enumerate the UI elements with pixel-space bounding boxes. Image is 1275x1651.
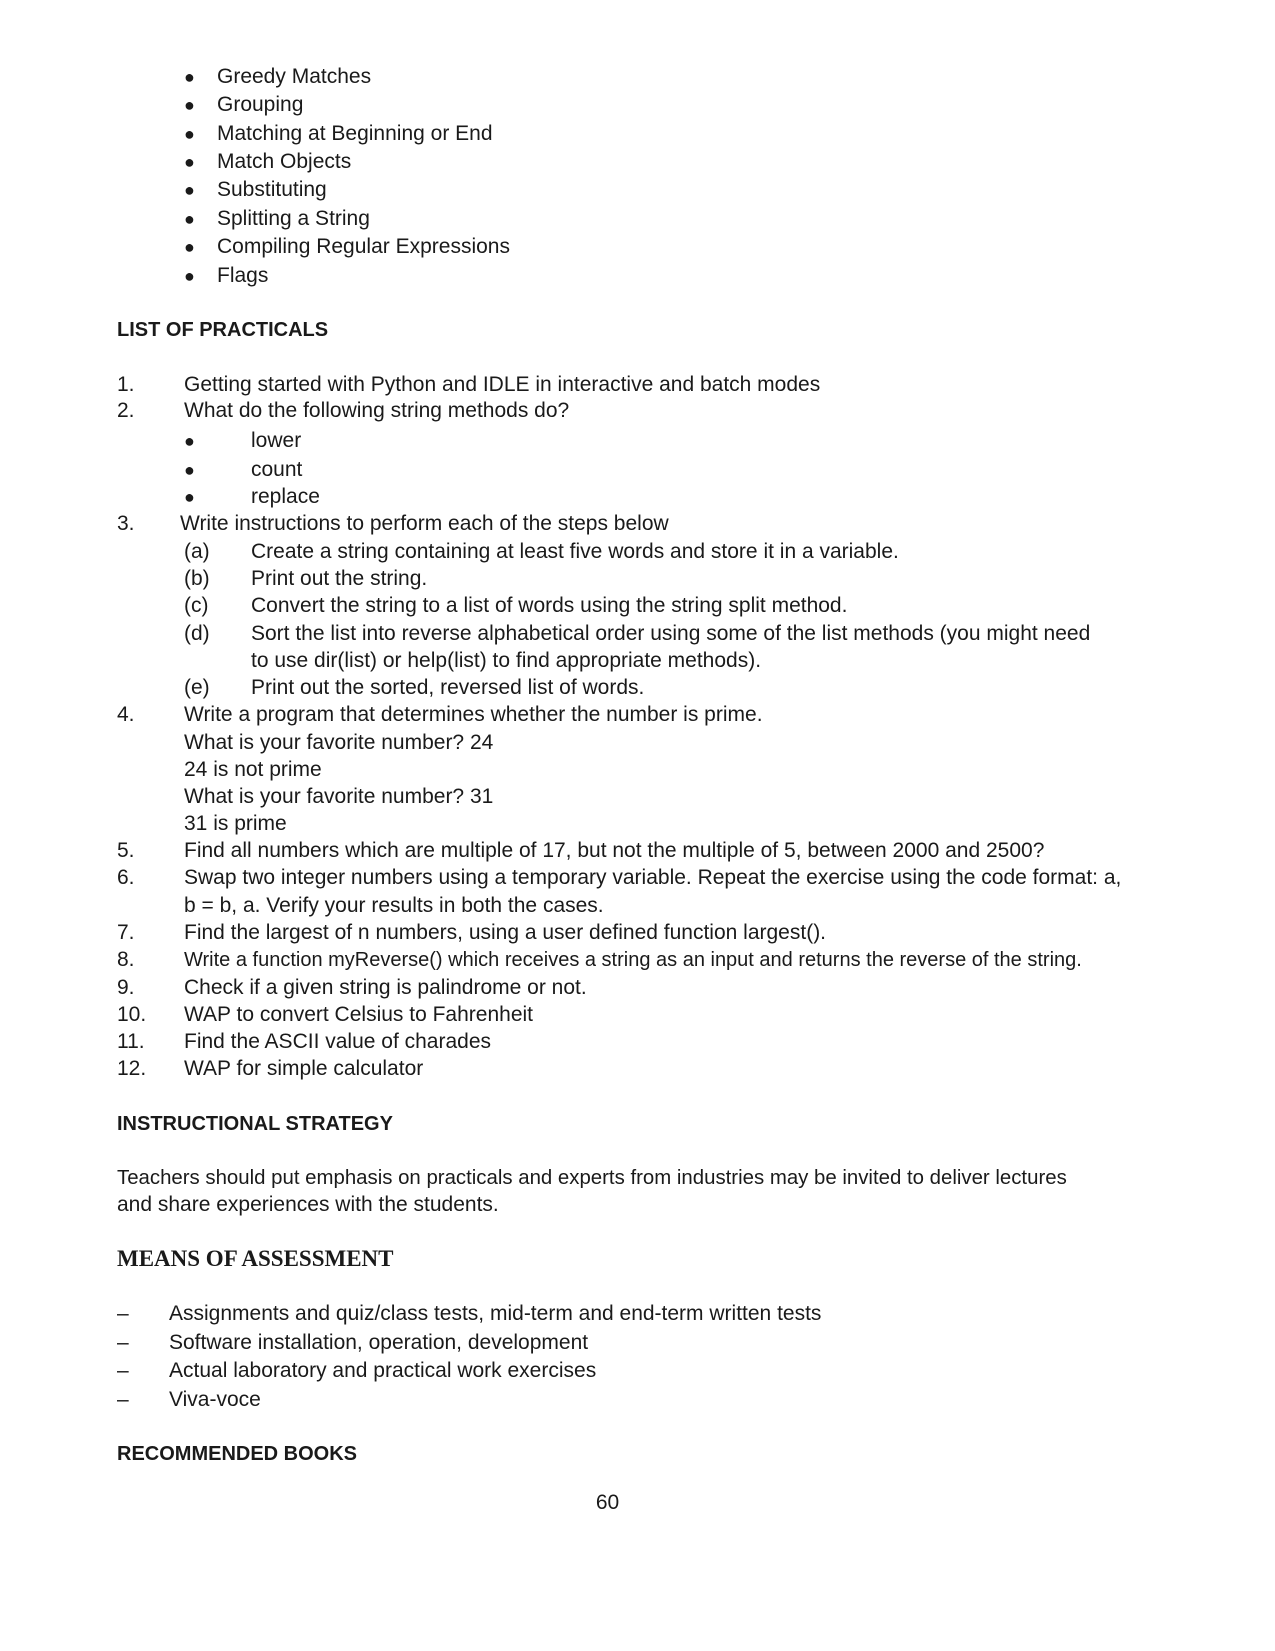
string-method-item: replace (251, 485, 320, 508)
bullet-icon: ● (184, 124, 195, 144)
assessment-item: Assignments and quiz/class tests, mid-term and end-term written tests (169, 1302, 822, 1325)
bullet-icon: ● (184, 209, 195, 229)
step-text: Print out the string. (251, 567, 428, 590)
page-number: 60 (595, 1491, 620, 1514)
topic-bullet-item: Matching at Beginning or End (217, 122, 493, 145)
practical-number: 11. (117, 1030, 145, 1053)
practical-text: WAP for simple calculator (184, 1057, 424, 1080)
dash-icon: – (117, 1359, 129, 1382)
step-text: Print out the sorted, reversed list of words. (251, 676, 645, 699)
practical-text: Write instructions to perform each of the steps below (180, 512, 669, 535)
practical-number: 12. (117, 1057, 147, 1080)
dash-icon: – (117, 1302, 129, 1325)
topic-bullet-item: Substituting (217, 178, 327, 201)
string-method-item: count (251, 458, 303, 481)
topic-bullet-item: Flags (217, 264, 269, 287)
practical-number: 3. (117, 512, 135, 535)
step-label: (a) (184, 540, 210, 563)
assessment-item: Viva-voce (169, 1388, 261, 1411)
topic-bullet-item: Compiling Regular Expressions (217, 235, 510, 258)
practical-number: 6. (117, 866, 135, 889)
strategy-paragraph-line: and share experiences with the students. (117, 1193, 499, 1216)
practical-number: 9. (117, 976, 135, 999)
step-label: (e) (184, 676, 210, 699)
practical-text: Find the ASCII value of charades (184, 1030, 492, 1053)
assessment-item: Software installation, operation, development (169, 1331, 589, 1354)
prime-example-line: 24 is not prime (184, 758, 322, 781)
practical-number: 4. (117, 703, 135, 726)
practical-number: 2. (117, 399, 135, 422)
topic-bullet-item: Grouping (217, 93, 304, 116)
bullet-icon: ● (184, 460, 195, 480)
practical-number: 1. (117, 373, 135, 396)
bullet-icon: ● (184, 152, 195, 172)
dash-icon: – (117, 1388, 129, 1411)
practical-text: Check if a given string is palindrome or not. (184, 976, 587, 999)
step-label: (d) (184, 622, 210, 645)
topic-bullet-item: Greedy Matches (217, 65, 372, 88)
prime-example-line: 31 is prime (184, 812, 287, 835)
bullet-icon: ● (184, 95, 195, 115)
practical-text: Find all numbers which are multiple of 17, but not the multiple of 5, between 2000 and 2500? (184, 839, 1045, 862)
string-method-item: lower (251, 429, 302, 452)
bullet-icon: ● (184, 180, 195, 200)
topic-bullet-item: Splitting a String (217, 207, 370, 230)
step-text: Sort the list into reverse alphabetical order using some of the list methods (you might need (251, 622, 1091, 645)
practical-number: 7. (117, 921, 135, 944)
practical-text: Getting started with Python and IDLE in interactive and batch modes (184, 373, 821, 396)
practical-text: Find the largest of n numbers, using a user defined function largest(). (184, 921, 827, 944)
bullet-icon: ● (184, 266, 195, 286)
strategy-paragraph-line: Teachers should put emphasis on practicals and experts from industries may be invited to deliver lectures (117, 1167, 1067, 1189)
assessment-heading: MEANS OF ASSESSMENT (117, 1246, 394, 1271)
practical-text: WAP to convert Celsius to Fahrenheit (184, 1003, 533, 1026)
practical-number: 5. (117, 839, 135, 862)
prime-example-line: What is your favorite number? 31 (184, 785, 494, 808)
practical-text: What do the following string methods do? (184, 399, 570, 422)
practical-number: 8. (117, 948, 135, 971)
books-heading: RECOMMENDED BOOKS (117, 1443, 358, 1465)
step-text-continued: to use dir(list) or help(list) to find appropriate methods). (251, 649, 762, 672)
strategy-heading: INSTRUCTIONAL STRATEGY (117, 1113, 393, 1135)
prime-example-line: What is your favorite number? 24 (184, 731, 494, 754)
bullet-icon: ● (184, 67, 195, 87)
bullet-icon: ● (184, 237, 195, 257)
bullet-icon: ● (184, 487, 195, 507)
topic-bullet-item: Match Objects (217, 150, 352, 173)
step-label: (b) (184, 567, 210, 590)
practicals-heading: LIST OF PRACTICALS (117, 319, 329, 341)
practical-text: Write a program that determines whether the number is prime. (184, 703, 763, 726)
practical-text: Write a function myReverse() which receives a string as an input and returns the reverse of the string. (184, 949, 1082, 971)
dash-icon: – (117, 1331, 129, 1354)
practical-text-continued: b = b, a. Verify your results in both the cases. (184, 894, 604, 917)
step-label: (c) (184, 594, 209, 617)
step-text: Create a string containing at least five words and store it in a variable. (251, 540, 899, 563)
bullet-icon: ● (184, 431, 195, 451)
practical-text: Swap two integer numbers using a temporary variable. Repeat the exercise using the code format: a, (184, 866, 1122, 889)
practical-number: 10. (117, 1003, 147, 1026)
step-text: Convert the string to a list of words using the string split method. (251, 594, 848, 617)
assessment-item: Actual laboratory and practical work exercises (169, 1359, 597, 1382)
